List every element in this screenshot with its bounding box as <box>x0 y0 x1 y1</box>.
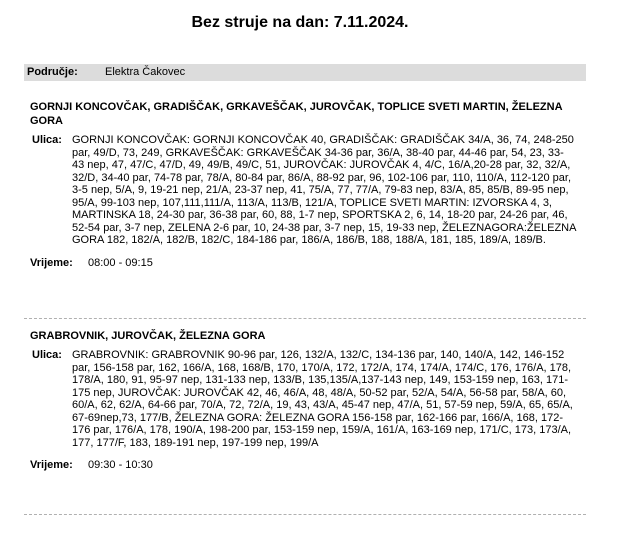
time-value: 09:30 - 10:30 <box>88 459 153 471</box>
time-value: 08:00 - 09:15 <box>88 256 153 269</box>
time-label: Vrijeme: <box>30 459 73 471</box>
street-row <box>30 134 586 247</box>
street-list: GRABROVNIK: GRABROVNIK 90-96 par, 126, 132/A, 132/C, 134-136 par, 140, 140/A, 142, 146-152 par, 156-158 par, 162, 166/A, 168, 168/B, 170, 170/A, 172, 172/A, 174, 174/A, 174/C, 176, 176/A, 178, 178/A, 180, 91, 95-97 nep, 131-133 nep, 133/B, 135,135/A,137-143 nep, 149, 153-159 nep, 163, 171-175 nep, JUROVČAK: JUROVČAK 42, 46, 46/A, 48, 48/A, 50-52 par, 52/A, 54/A, 56-58 par, 58/A, 60, 60/A, 62, 62/A, 64-66 par, 70/A, 72, 72/A, 19, 43, 43/A, 45-47 nep, 47/A, 51, 57-59 nep, 59/A, 65, 65/A, 67-69nep,73, 177/B, ŽELEZNA GORA: ŽELEZNA GORA 156-158 par, 162-166 par, 166/A, 168, 172-176 par, 176/A, 178, 190/A, 198-200 par, 153-159 nep, 159/A, 161/A, 163-169 nep, 171/C, 173, 173/A, 177, 177/F, 183, 189-191 nep, 197-199 nep, 199/A <box>72 349 573 449</box>
section-divider <box>24 318 586 319</box>
street-label: Ulica: <box>32 134 62 146</box>
time-label: Vrijeme: <box>30 256 73 269</box>
page-title: Bez struje na dan: 7.11.2024. <box>191 14 409 31</box>
section-divider <box>24 514 586 515</box>
area-label: Područje: <box>27 66 78 78</box>
area-value: Elektra Čakovec <box>105 66 186 78</box>
outage-section <box>30 329 586 472</box>
time-row <box>30 459 586 472</box>
time-row <box>30 257 586 270</box>
area-bar <box>24 64 586 81</box>
street-row <box>30 349 586 449</box>
street-label: Ulica: <box>32 349 62 361</box>
street-list: GORNJI KONCOVČAK: GORNJI KONCOVČAK 40, GRADIŠČAK: GRADIŠČAK 34/A, 36, 74, 248-250 par, 49/D, 73, 249, GRKAVEŠČAK: GRKAVEŠČAK 34-36 par, 36/A, 38-40 par, 44-46 par, 54, 23, 33-43 nep, 47, 47/C, 47/D, 49, 49/B, 49/C, 51, JUROVČAK: JUROVČAK 4, 4/C, 16/A,20-28 par, 32, 32/A, 32/D, 34-40 par, 74-78 par, 78/A, 80-84 par, 86/A, 88-92 par, 96, 102-106 par, 110, 110/A, 112-120 par, 3-5 nep, 5/A, 9, 19-21 nep, 21/A, 23-37 nep, 41, 75/A, 77, 77/A, 79-83 nep, 83/A, 85, 85/B, 89-95 nep, 95/A, 99-103 nep, 107,111,111/A, 113/A, 113/B, 121/A, TOPLICE SVETI MARTIN: IZVORSKA 4, 3, MARTINSKA 18, 24-30 par, 36-38 par, 60, 88, 1-7 nep, SPORTSKA 2, 6, 14, 18-20 par, 24-26 par, 46, 52-54 par, 3-7 nep, ZELENA 2-6 par, 10, 24-38 par, 3-7 nep, 15, 19-33 nep, ŽELEZNAGORA:ŽELEZNA GORA 182, 182/A, 182/B, 182/C, 184-186 par, 186/A, 186/B, 188, 188/A, 181, 185, 189/A, 189/B. <box>72 134 576 246</box>
outage-section <box>30 100 586 270</box>
outage-locations-title: GORNJI KONCOVČAK, GRADIŠČAK, GRKAVEŠČAK, JUROVČAK, TOPLICE SVETI MARTIN, ŽELEZNA GORA <box>30 101 563 127</box>
outage-locations-title: GRABROVNIK, JUROVČAK, ŽELEZNA GORA <box>30 330 266 342</box>
